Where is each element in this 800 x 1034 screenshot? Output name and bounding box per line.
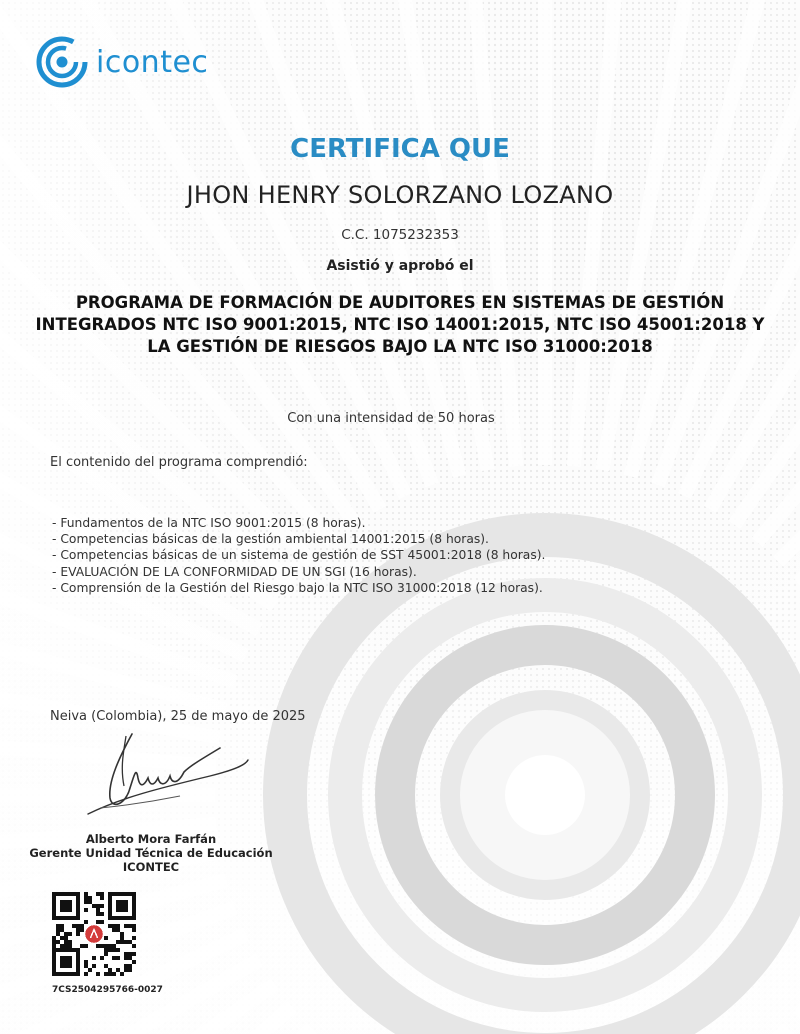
module-item: - Comprensión de la Gestión del Riesgo bajo la NTC ISO 31000:2018 (12 horas). <box>52 580 543 595</box>
qr-module <box>52 900 56 904</box>
qr-module <box>116 956 120 960</box>
qr-module <box>96 912 100 916</box>
qr-module <box>112 924 116 928</box>
qr-module <box>100 944 104 948</box>
qr-module <box>120 904 124 908</box>
qr-module <box>84 920 88 924</box>
qr-module <box>124 900 128 904</box>
qr-module <box>116 940 120 944</box>
qr-module <box>104 948 108 952</box>
qr-module <box>132 912 136 916</box>
qr-module <box>76 900 80 904</box>
qr-module <box>52 944 56 948</box>
qr-module <box>64 948 68 952</box>
qr-module <box>64 964 68 968</box>
qr-module <box>120 916 124 920</box>
qr-module <box>76 932 80 936</box>
qr-module <box>60 892 64 896</box>
qr-module <box>76 960 80 964</box>
qr-module <box>64 916 68 920</box>
qr-module <box>56 948 60 952</box>
qr-module <box>116 904 120 908</box>
qr-module <box>56 940 60 944</box>
qr-module <box>76 928 80 932</box>
qr-module <box>132 960 136 964</box>
qr-module <box>112 916 116 920</box>
qr-module <box>56 892 60 896</box>
qr-module <box>96 972 100 976</box>
qr-module <box>56 924 60 928</box>
qr-module <box>64 908 68 912</box>
qr-module <box>128 952 132 956</box>
qr-module <box>84 908 88 912</box>
qr-module <box>128 968 132 972</box>
qr-module <box>108 972 112 976</box>
qr-module <box>100 904 104 908</box>
qr-module <box>108 968 112 972</box>
qr-module <box>120 892 124 896</box>
qr-module <box>68 916 72 920</box>
qr-module <box>112 972 116 976</box>
qr-module <box>132 936 136 940</box>
qr-module <box>96 904 100 908</box>
module-item: - Competencias básicas de la gestión ambiental 14001:2015 (8 horas). <box>52 532 489 547</box>
qr-module <box>132 892 136 896</box>
qr-module <box>76 968 80 972</box>
qr-module <box>72 972 76 976</box>
qr-module <box>52 972 56 976</box>
qr-module <box>52 960 56 964</box>
qr-module <box>60 904 64 908</box>
qr-module <box>72 948 76 952</box>
qr-module <box>124 964 128 968</box>
qr-module <box>132 896 136 900</box>
qr-module <box>52 936 56 940</box>
qr-module <box>96 892 100 896</box>
qr-module <box>132 928 136 932</box>
qr-module <box>100 912 104 916</box>
qr-module <box>116 924 120 928</box>
qr-module <box>56 916 60 920</box>
qr-module <box>52 940 56 944</box>
qr-module <box>88 968 92 972</box>
qr-module <box>108 924 112 928</box>
qr-module <box>96 908 100 912</box>
qr-module <box>52 912 56 916</box>
qr-module <box>68 900 72 904</box>
qr-module <box>76 972 80 976</box>
qr-module <box>60 972 64 976</box>
qr-module <box>60 928 64 932</box>
qr-module <box>52 952 56 956</box>
qr-module <box>76 892 80 896</box>
qr-module <box>108 900 112 904</box>
qr-module <box>132 908 136 912</box>
qr-module <box>132 916 136 920</box>
qr-module <box>124 916 128 920</box>
qr-module <box>108 896 112 900</box>
qr-module <box>128 892 132 896</box>
qr-module <box>100 896 104 900</box>
qr-module <box>132 924 136 928</box>
qr-code-icon <box>52 892 136 976</box>
qr-module <box>120 908 124 912</box>
qr-module <box>60 936 64 940</box>
qr-module <box>108 948 112 952</box>
qr-module <box>60 916 64 920</box>
qr-module <box>104 952 108 956</box>
qr-module <box>52 892 56 896</box>
modules-list <box>52 515 545 596</box>
qr-module <box>84 896 88 900</box>
qr-module <box>112 948 116 952</box>
brand-name: icontec <box>96 44 209 80</box>
qr-module <box>56 932 60 936</box>
qr-module <box>52 916 56 920</box>
qr-module <box>52 908 56 912</box>
qr-module <box>124 940 128 944</box>
qr-module <box>108 892 112 896</box>
qr-module <box>68 960 72 964</box>
qr-module <box>124 908 128 912</box>
qr-module <box>116 916 120 920</box>
qr-module <box>104 972 108 976</box>
certificate-code: 7CS2504295766-0027 <box>52 985 163 995</box>
qr-module <box>80 924 84 928</box>
qr-module <box>56 972 60 976</box>
qr-module <box>80 928 84 932</box>
qr-module <box>84 892 88 896</box>
qr-module <box>80 944 84 948</box>
qr-module <box>96 944 100 948</box>
qr-module <box>64 960 68 964</box>
qr-module <box>120 972 124 976</box>
qr-module <box>100 920 104 924</box>
qr-module <box>56 928 60 932</box>
certificate-heading: CERTIFICA QUE <box>290 134 510 164</box>
qr-module <box>52 968 56 972</box>
qr-module <box>68 972 72 976</box>
program-title <box>30 292 770 358</box>
qr-module <box>52 948 56 952</box>
module-item: - Fundamentos de la NTC ISO 9001:2015 (8 horas). <box>52 516 366 530</box>
qr-module <box>116 892 120 896</box>
qr-module <box>76 908 80 912</box>
qr-module <box>92 956 96 960</box>
qr-module <box>124 892 128 896</box>
qr-module <box>76 912 80 916</box>
qr-module <box>60 924 64 928</box>
qr-module <box>108 912 112 916</box>
signer-name: Alberto Mora Farfán <box>85 832 217 846</box>
qr-module <box>128 924 132 928</box>
qr-module <box>116 948 120 952</box>
qr-module <box>92 964 96 968</box>
qr-module <box>128 964 132 968</box>
qr-module <box>52 896 56 900</box>
qr-module <box>60 908 64 912</box>
qr-module <box>64 940 68 944</box>
qr-module <box>68 904 72 908</box>
program-title-line: PROGRAMA DE FORMACIÓN DE AUDITORES EN SISTEMAS DE GESTIÓN <box>75 293 725 312</box>
qr-module <box>92 904 96 908</box>
qr-module <box>60 964 64 968</box>
qr-module <box>64 936 68 940</box>
qr-module <box>124 968 128 972</box>
qr-module <box>68 964 72 968</box>
qr-module <box>76 904 80 908</box>
qr-module <box>64 944 68 948</box>
qr-module <box>104 964 108 968</box>
qr-module <box>96 920 100 924</box>
qr-module <box>68 944 72 948</box>
qr-module <box>100 956 104 960</box>
qr-module <box>88 896 92 900</box>
place-date: Neiva (Colombia), 25 de mayo de 2025 <box>50 709 306 724</box>
id-number: C.C. 1075232353 <box>341 227 459 243</box>
qr-module <box>60 900 64 904</box>
qr-module <box>124 924 128 928</box>
signature-icon <box>80 726 250 826</box>
qr-module <box>116 908 120 912</box>
qr-module <box>128 956 132 960</box>
qr-module <box>64 892 68 896</box>
qr-module <box>76 896 80 900</box>
qr-module <box>64 904 68 908</box>
qr-module <box>112 944 116 948</box>
recipient-name: JHON HENRY SOLORZANO LOZANO <box>186 181 614 209</box>
qr-module <box>64 972 68 976</box>
qr-module <box>124 904 128 908</box>
qr-module <box>64 956 68 960</box>
qr-module <box>68 892 72 896</box>
qr-module <box>76 956 80 960</box>
qr-module <box>76 964 80 968</box>
qr-module <box>60 956 64 960</box>
content-intro: El contenido del programa comprendió: <box>50 455 308 470</box>
qr-module <box>68 932 72 936</box>
qr-module <box>68 956 72 960</box>
qr-module <box>84 944 88 948</box>
qr-module <box>124 952 128 956</box>
qr-module <box>68 948 72 952</box>
module-item: - EVALUACIÓN DE LA CONFORMIDAD DE UN SGI (16 horas). <box>52 564 417 579</box>
qr-module <box>112 928 116 932</box>
qr-module <box>84 972 88 976</box>
qr-module <box>100 892 104 896</box>
signer-block <box>0 832 302 874</box>
program-title-line: INTEGRADOS NTC ISO 9001:2015, NTC ISO 14001:2015, NTC ISO 45001:2018 Y <box>35 315 765 334</box>
qr-module <box>76 948 80 952</box>
module-item: - Competencias básicas de un sistema de gestión de SST 45001:2018 (8 horas). <box>52 548 546 563</box>
qr-module <box>108 908 112 912</box>
qr-module <box>116 928 120 932</box>
qr-module <box>132 952 136 956</box>
qr-module <box>60 960 64 964</box>
qr-module <box>72 916 76 920</box>
qr-module <box>104 944 108 948</box>
qr-module <box>116 900 120 904</box>
program-title-line: LA GESTIÓN DE RIESGOS BAJO LA NTC ISO 31000:2018 <box>147 337 653 356</box>
attended-text: Asistió y aprobó el <box>326 258 474 274</box>
qr-module <box>72 892 76 896</box>
qr-module <box>76 924 80 928</box>
qr-module <box>132 900 136 904</box>
qr-module <box>108 904 112 908</box>
qr-module <box>108 944 112 948</box>
qr-module <box>120 900 124 904</box>
qr-module <box>88 900 92 904</box>
qr-module <box>52 964 56 968</box>
qr-module <box>132 904 136 908</box>
signer-title: Gerente Unidad Técnica de Educación ICONTEC <box>29 846 273 874</box>
qr-module <box>60 944 64 948</box>
intensity-text: Con una intensidad de 50 horas <box>287 411 495 426</box>
qr-module <box>124 956 128 960</box>
qr-module <box>68 940 72 944</box>
qr-module <box>84 960 88 964</box>
qr-module <box>116 968 120 972</box>
qr-module <box>108 916 112 920</box>
qr-module <box>112 892 116 896</box>
qr-module <box>76 916 80 920</box>
qr-module <box>104 936 108 940</box>
qr-module <box>52 904 56 908</box>
qr-module <box>84 964 88 968</box>
qr-module <box>112 956 116 960</box>
qr-module <box>72 924 76 928</box>
qr-module <box>120 940 124 944</box>
qr-module <box>60 948 64 952</box>
qr-module <box>84 900 88 904</box>
qr-module <box>76 952 80 956</box>
qr-module <box>132 944 136 948</box>
qr-module <box>64 900 68 904</box>
qr-module <box>68 908 72 912</box>
qr-module <box>120 932 124 936</box>
qr-module <box>52 956 56 960</box>
qr-module <box>120 936 124 940</box>
qr-module <box>64 932 68 936</box>
qr-module <box>128 916 132 920</box>
qr-module <box>128 940 132 944</box>
